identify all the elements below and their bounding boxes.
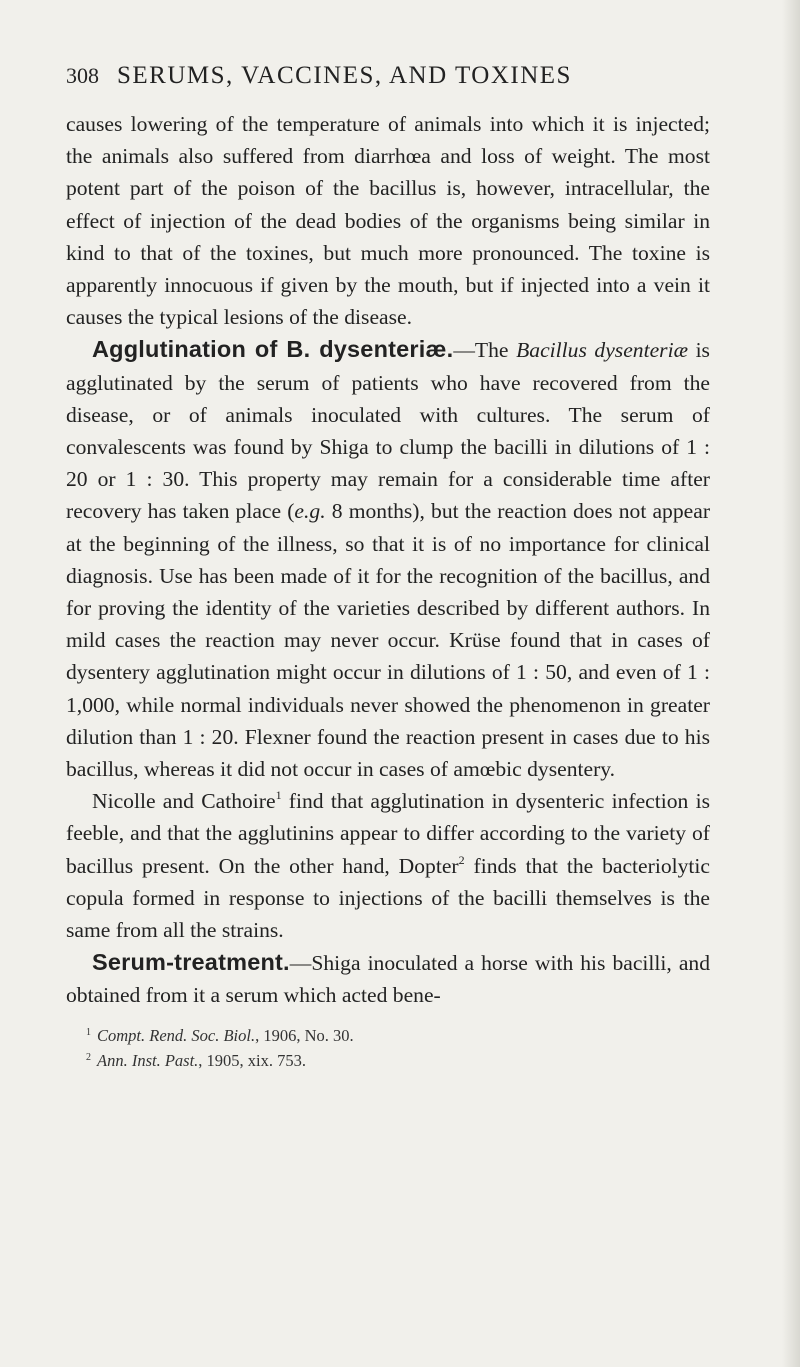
paragraph-agglutination — [66, 333, 710, 785]
serum-text: —Shiga inoculated a horse with his bacilli, and obtained from it a serum which acted bene- — [66, 951, 710, 1008]
footnote-1 — [86, 1022, 710, 1047]
section-heading-serum-treatment: Serum-treatment. — [92, 949, 290, 976]
page-number: 308 — [66, 63, 99, 88]
footnote-ref-2: 2 — [458, 852, 465, 867]
footnote-detail: , 1906, No. 30. — [255, 1025, 354, 1045]
footnote-2 — [86, 1047, 710, 1072]
footnote-mark: 2 — [86, 1051, 91, 1063]
page-edge-shadow — [782, 0, 800, 1367]
footnote-mark: 1 — [86, 1026, 91, 1038]
body-text — [66, 108, 710, 1012]
agglutination-dash: —The — [453, 338, 517, 363]
footnote-source: Compt. Rend. Soc. Biol. — [97, 1025, 256, 1045]
section-heading-agglutination: Agglutination of B. dysenteriæ. — [92, 336, 454, 363]
agglutination-text-2: 8 months), but the reaction does not appear at the beginning of the illness, so that it is of no importance for clinical diagnosis. Use has been made of it for the recognition of the bacillus, and for proving the identity of the varieties described by different authors. In mild cases the reaction may never occur. Krüse found that in cases of dysentery agglutination might occur in dilutions of 1 : 50, and even of 1 : 1,000, while normal individuals never showed the phenomenon in greater dilution than 1 : 20. Flexner found the reaction present in cases due to his bacillus, whereas it did not occur in cases of amœbic dysentery. — [66, 499, 711, 782]
paragraph-serum-treatment — [66, 946, 710, 1011]
footnote-ref-1: 1 — [275, 788, 282, 803]
eg-abbrev: e.g. — [294, 499, 326, 524]
nicolle-text-b: find that agglutination in dysenteric infection is feeble, and that the agglutinins appear to differ according to the variety of bacillus present. On the other hand, Dopter — [66, 789, 710, 878]
footnote-source: Ann. Inst. Past. — [97, 1050, 199, 1070]
nicolle-text-a: Nicolle and Cathoire — [92, 789, 276, 814]
running-head — [66, 62, 710, 90]
paragraph-toxine: causes lowering of the temperature of animals into which it is injected; the animals also suffered from diarrhœa and loss of weight. The most potent part of the poison of the bacillus is, however, intracellular, the effect of injection of the dead bodies of the organisms being similar in kind to that of the toxines, but much more pronounced. The toxine is apparently innocuous if given by the mouth, but if injected into a vein it causes the typical lesions of the disease. — [66, 112, 710, 330]
paragraph-nicolle — [66, 785, 710, 946]
footnotes — [66, 1022, 710, 1072]
agglutination-text: is agglutinated by the serum of patients who have recovered from the disease, or of animals inoculated with cultures. The serum of convalescents was found by Shiga to clump the bacilli in dilutions of 1 : 20 or 1 : 30. This property may remain for a considerable time after recovery has taken place ( — [66, 338, 710, 524]
nicolle-text-c: finds that the bacteriolytic copula formed in response to injections of the bacilli themselves is the same from all the strains. — [66, 853, 710, 943]
running-title: SERUMS, VACCINES, AND TOXINES — [117, 62, 572, 89]
footnote-detail: , 1905, xix. 753. — [198, 1050, 307, 1070]
bacillus-name: Bacillus dysenteriæ — [516, 338, 688, 363]
